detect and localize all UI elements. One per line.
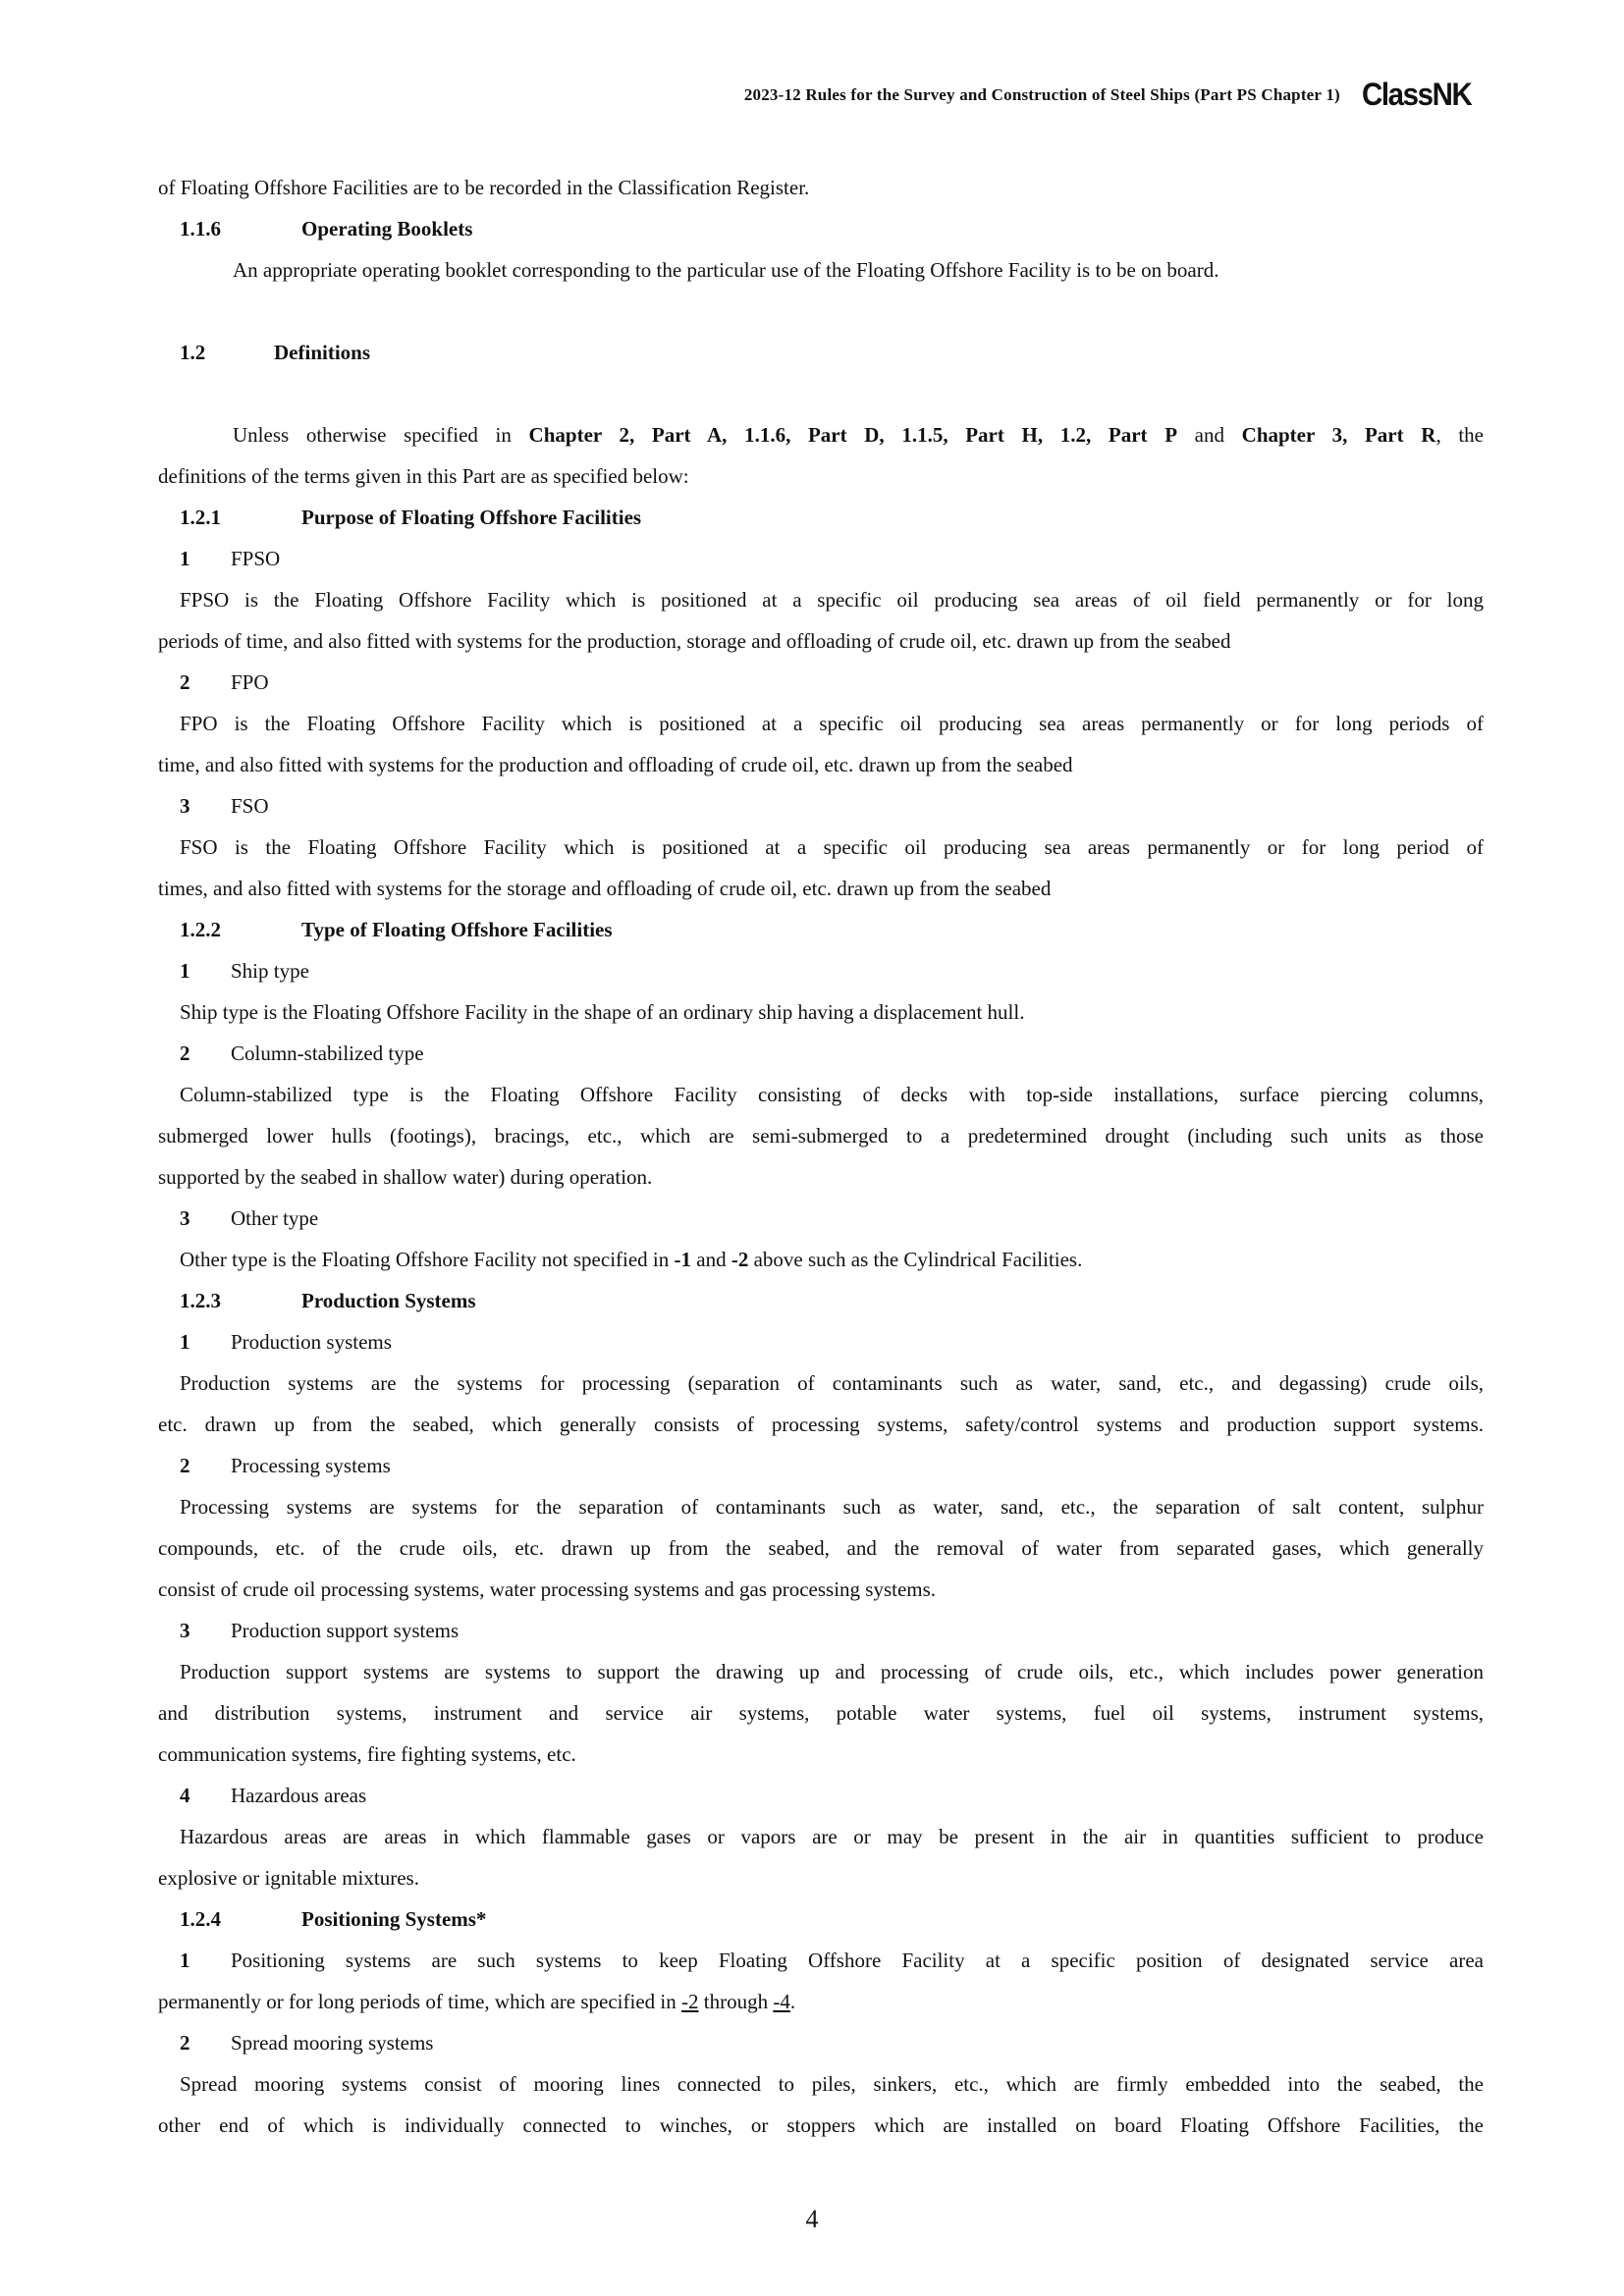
- production-support-text-line: and distribution systems, instrument and service air systems, potable water systems, fuel oil systems, instrument systems,: [158, 1701, 1484, 1725]
- classnk-logo: ClassNK: [1361, 77, 1472, 112]
- item-heading-column-stabilized: [158, 1033, 1484, 1074]
- definitions-intro-line-2: definitions of the terms given in this Part are as specified below:: [158, 464, 689, 488]
- item-number: 2: [180, 1454, 190, 1477]
- text: .: [789, 1990, 796, 2013]
- column-stabilized-text-line: submerged lower hulls (footings), bracings, etc., which are semi-submerged to a predetermined drought (including such units as those: [158, 1124, 1484, 1148]
- section-number: 1.1.6: [180, 217, 221, 240]
- section-heading-1-2-2: [158, 909, 1484, 950]
- item-heading-production-support: [158, 1610, 1484, 1651]
- section-heading-1-2-3: [158, 1280, 1484, 1321]
- hazardous-areas-text-line: Hazardous areas are areas in which flammable gases or vapors are or may be present in the air in quantities sufficient to produce: [180, 1825, 1484, 1848]
- intro-text: Unless otherwise specified in: [233, 423, 529, 447]
- section-number: 1.2.2: [180, 918, 221, 941]
- section-title: Purpose of Floating Offshore Facilities: [301, 506, 642, 529]
- spread-mooring-text-line: other end of which is individually connected to winches, or stoppers which are installed on board Floating Offshore Facilities, the: [158, 2113, 1484, 2137]
- text: and: [691, 1248, 731, 1271]
- item-label: FPSO: [231, 547, 281, 570]
- ship-type-text-line: Ship type is the Floating Offshore Facility in the shape of an ordinary ship having a displacement hull.: [180, 1000, 1025, 1024]
- production-support-text-line: Production support systems are systems to support the drawing up and processing of crude oils, etc., which includes power generation: [180, 1660, 1484, 1683]
- item-number: 2: [180, 1041, 190, 1065]
- item-heading-spread-mooring: [158, 2022, 1484, 2063]
- production-systems-text-line: Production systems are the systems for processing (separation of contaminants such as water, sand, etc., and degassing) crude oils,: [180, 1371, 1484, 1395]
- spacer: [158, 291, 1484, 332]
- item-heading-fpo: [158, 662, 1484, 703]
- item-heading-fso: [158, 785, 1484, 827]
- spacer: [158, 373, 1484, 414]
- item-label: Processing systems: [231, 1454, 391, 1477]
- item-number: 4: [180, 1784, 190, 1807]
- text: permanently or for long periods of time, which are specified in: [158, 1990, 681, 2013]
- intro-text: and: [1177, 423, 1242, 447]
- item-number: 2: [180, 670, 190, 694]
- document-body: [158, 167, 1484, 2146]
- item-label: FSO: [231, 794, 269, 818]
- section-heading-1-2-1: [158, 497, 1484, 538]
- spread-mooring-text-line: Spread mooring systems consist of mooring lines connected to piles, sinkers, etc., which are firmly embedded into the seabed, the: [180, 2072, 1484, 2096]
- item-heading-processing-systems: [158, 1445, 1484, 1486]
- text: Positioning systems are such systems to keep Floating Offshore Facility at a specific position of designated service area: [231, 1949, 1484, 1972]
- running-header-title: 2023-12 Rules for the Survey and Construction of Steel Ships (Part PS Chapter 1): [743, 84, 1340, 104]
- fpo-text-line: time, and also fitted with systems for the production and offloading of crude oil, etc. drawn up from the seabed: [158, 753, 1073, 776]
- item-heading-fpso: [158, 538, 1484, 579]
- page-header: [744, 77, 1481, 113]
- fso-text-line: times, and also fitted with systems for the storage and offloading of crude oil, etc. drawn up from the seabed: [158, 877, 1052, 900]
- text: above such as the Cylindrical Facilities.: [748, 1248, 1083, 1271]
- processing-systems-text-line: consist of crude oil processing systems, water processing systems and gas processing systems.: [158, 1577, 937, 1601]
- other-type-text-line: [158, 1239, 1484, 1280]
- item-label: Production systems: [231, 1330, 392, 1354]
- item-number: 1: [180, 1949, 190, 1972]
- processing-systems-text-line: Processing systems are systems for the separation of contaminants such as water, sand, etc., the separation of salt content, sulphur: [180, 1495, 1484, 1519]
- item-number: 3: [180, 1619, 190, 1642]
- definitions-intro-line-1: [158, 414, 1484, 455]
- positioning-systems-text-line: [158, 1981, 1484, 2022]
- section-number: 1.2.1: [180, 506, 221, 529]
- item-label: Ship type: [231, 959, 309, 983]
- positioning-systems-text-line: [158, 1940, 1484, 1981]
- paragraph-continuation: of Floating Offshore Facilities are to be recorded in the Classification Register.: [158, 176, 810, 199]
- item-heading-production-systems: [158, 1321, 1484, 1362]
- reference-link[interactable]: -4: [773, 1990, 790, 2013]
- item-label: FPO: [231, 670, 269, 694]
- fso-text-line: FSO is the Floating Offshore Facility which is positioned at a specific oil producing sea areas permanently or for long period of: [180, 835, 1484, 859]
- item-heading-ship-type: [158, 950, 1484, 991]
- reference-chapter-3: Chapter 3, Part R: [1241, 423, 1436, 447]
- item-number: 1: [180, 959, 190, 983]
- item-number: 3: [180, 1206, 190, 1230]
- page-number: 4: [805, 2205, 819, 2233]
- item-label: Production support systems: [231, 1619, 460, 1642]
- item-label: Other type: [231, 1206, 319, 1230]
- section-heading-1-2-4: [158, 1898, 1484, 1940]
- section-number: 1.2.3: [180, 1289, 221, 1312]
- section-heading-1-1-6: [158, 208, 1484, 249]
- production-systems-text-line: etc. drawn up from the seabed, which generally consists of processing systems, safety/control systems and production support systems.: [158, 1413, 1484, 1436]
- item-number: 2: [180, 2031, 190, 2055]
- operating-booklet-text: An appropriate operating booklet corresponding to the particular use of the Floating Offshore Facility is to be on board.: [233, 258, 1219, 282]
- section-heading-1-2: [158, 332, 1484, 373]
- item-number: 3: [180, 794, 190, 818]
- section-number: 1.2.4: [180, 1907, 221, 1931]
- fpo-text-line: FPO is the Floating Offshore Facility which is positioned at a specific oil producing sea areas permanently or for long periods of: [180, 712, 1484, 735]
- item-label: Column-stabilized type: [231, 1041, 424, 1065]
- column-stabilized-text-line: Column-stabilized type is the Floating Offshore Facility consisting of decks with top-side installations, surface piercing columns,: [180, 1083, 1484, 1106]
- fpso-text-line: periods of time, and also fitted with systems for the production, storage and offloading of crude oil, etc. drawn up from the seabed: [158, 629, 1231, 653]
- fpso-text-line: FPSO is the Floating Offshore Facility which is positioned at a specific oil producing sea areas of oil field permanently or for long: [180, 588, 1484, 612]
- hazardous-areas-text-line: explosive or ignitable mixtures.: [158, 1866, 419, 1890]
- item-label: Spread mooring systems: [231, 2031, 434, 2055]
- reference: -1: [674, 1248, 692, 1271]
- reference: -2: [731, 1248, 749, 1271]
- section-title: Type of Floating Offshore Facilities: [301, 918, 613, 941]
- text: Other type is the Floating Offshore Facility not specified in: [180, 1248, 675, 1271]
- intro-text: , the: [1435, 423, 1484, 447]
- section-title: Operating Booklets: [301, 217, 473, 240]
- production-support-text-line: communication systems, fire fighting systems, etc.: [158, 1742, 576, 1766]
- reference-link[interactable]: -2: [681, 1990, 699, 2013]
- section-title: Definitions: [274, 341, 371, 364]
- item-number: 1: [180, 547, 190, 570]
- item-number: 1: [180, 1330, 190, 1354]
- section-title: Production Systems: [301, 1289, 476, 1312]
- column-stabilized-text-line: supported by the seabed in shallow water) during operation.: [158, 1165, 653, 1189]
- item-heading-other-type: [158, 1198, 1484, 1239]
- section-title: Positioning Systems*: [301, 1907, 487, 1931]
- text: through: [698, 1990, 774, 2013]
- processing-systems-text-line: compounds, etc. of the crude oils, etc. drawn up from the seabed, and the removal of water from separated gases, which generally: [158, 1536, 1484, 1560]
- item-label: Hazardous areas: [231, 1784, 367, 1807]
- item-heading-hazardous-areas: [158, 1775, 1484, 1816]
- reference-chapter-2: Chapter 2, Part A, 1.1.6, Part D, 1.1.5, Part H, 1.2, Part P: [528, 423, 1178, 447]
- section-number: 1.2: [180, 341, 206, 364]
